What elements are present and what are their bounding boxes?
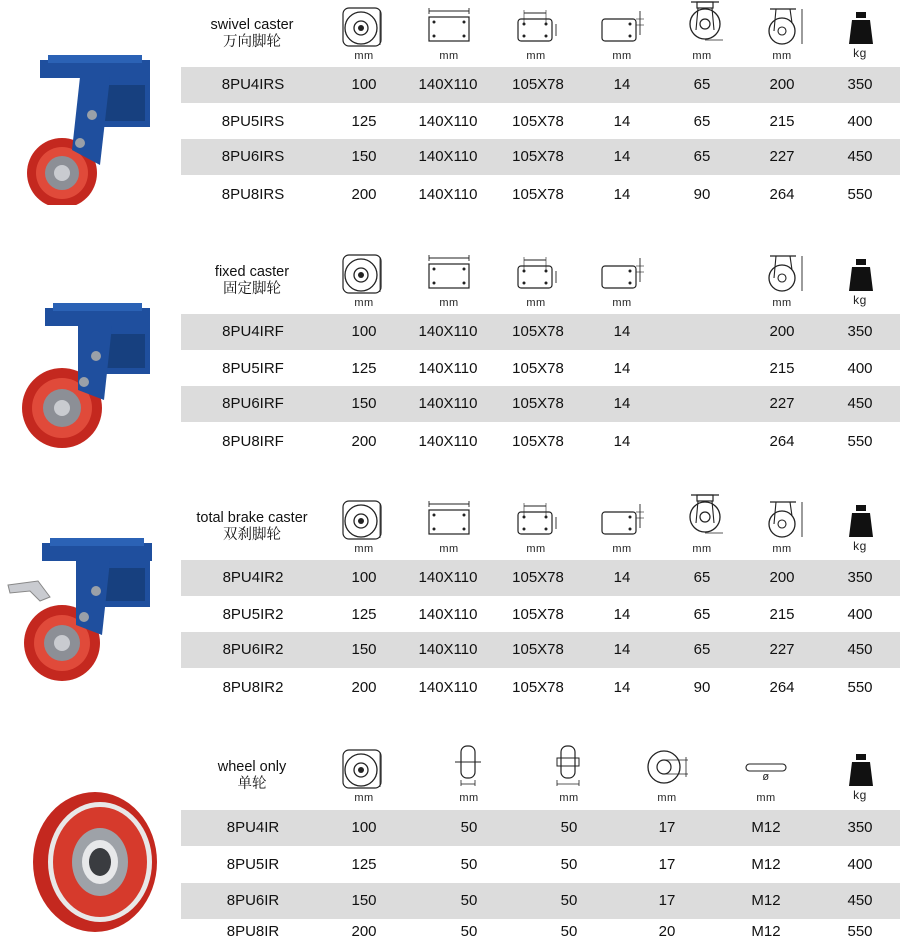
diameter-cell: 150: [351, 641, 377, 658]
thickness-cell: 14: [613, 679, 631, 696]
unit-label: mm: [756, 792, 776, 804]
table-row: [181, 810, 900, 846]
holes-cell: 105X78: [512, 148, 564, 165]
table-row: [181, 424, 900, 460]
holes-cell: 105X78: [512, 679, 564, 696]
holes-cell: 105X78: [512, 569, 564, 586]
table-row: [181, 67, 900, 103]
plate-thickness-icon: [598, 252, 646, 298]
table-row: [181, 920, 900, 944]
plate-cell: 140X110: [418, 323, 478, 340]
thickness-cell: 14: [613, 76, 631, 93]
bore-cell: 17: [658, 819, 676, 836]
axle-cell: M12: [751, 856, 781, 873]
model-cell: 8PU6IR2: [222, 641, 284, 658]
unit-label: mm: [772, 297, 792, 309]
wheel-front-icon: [340, 5, 388, 51]
model-cell: 8PU8IR: [226, 923, 280, 940]
plate-thickness-icon: [598, 5, 646, 51]
height-cell: 264: [769, 186, 795, 203]
unit-label: mm: [439, 50, 459, 62]
plate-cell: 140X110: [418, 569, 478, 586]
axle-cell: M12: [751, 923, 781, 940]
unit-label: mm: [612, 50, 632, 62]
offset-cell: 65: [693, 569, 711, 586]
holes-cell: 105X78: [512, 113, 564, 130]
offset-cell: 65: [693, 641, 711, 658]
top-plate-icon: [425, 252, 473, 298]
plate-cell: 140X110: [418, 641, 478, 658]
diameter-cell: 125: [351, 360, 377, 377]
load-cell: 550: [847, 679, 873, 696]
height-cell: 200: [769, 323, 795, 340]
load-cell: 350: [847, 323, 873, 340]
load-cell: 400: [847, 606, 873, 623]
offset-cell: 65: [693, 606, 711, 623]
thickness-cell: 14: [613, 569, 631, 586]
diameter-cell: 125: [351, 856, 377, 873]
unit-label: kg: [853, 539, 867, 553]
wheel-width-cell: 50: [460, 923, 478, 940]
plate-cell: 140X110: [418, 148, 478, 165]
section-caption: [182, 264, 322, 298]
caption-en: wheel only: [217, 759, 287, 775]
model-cell: 8PU4IRF: [222, 323, 284, 340]
model-cell: 8PU6IRF: [222, 395, 284, 412]
section-caption: [182, 510, 322, 544]
unit-label: mm: [692, 543, 712, 555]
total-brake-caster-section: [0, 493, 900, 708]
plate-cell: 140X110: [418, 113, 478, 130]
thickness-cell: 14: [613, 641, 631, 658]
offset-cell: 90: [693, 186, 711, 203]
diameter-cell: 150: [351, 892, 377, 909]
caption-en: fixed caster: [214, 264, 290, 280]
thickness-cell: 14: [613, 148, 631, 165]
load-cell: 350: [847, 76, 873, 93]
table-row: [181, 597, 900, 633]
plate-thickness-icon: [598, 498, 646, 544]
diameter-cell: 150: [351, 395, 377, 412]
model-cell: 8PU5IRS: [221, 113, 285, 130]
unit-label: mm: [772, 543, 792, 555]
holes-cell: 105X78: [512, 360, 564, 377]
unit-label: mm: [559, 792, 579, 804]
diameter-cell: 100: [351, 819, 377, 836]
fixed-caster-section: [0, 247, 900, 462]
thickness-cell: 14: [613, 186, 631, 203]
height-cell: 227: [769, 395, 795, 412]
bore-cell: 17: [658, 856, 676, 873]
diameter-cell: 100: [351, 76, 377, 93]
load-weight-icon: [846, 752, 876, 788]
swivel-offset-icon: [683, 0, 731, 46]
height-cell: 200: [769, 569, 795, 586]
bolt-hole-spacing-icon: [512, 252, 560, 298]
bore-cell: 20: [658, 923, 676, 940]
diameter-cell: 200: [351, 433, 377, 450]
bore-diameter-icon: [644, 745, 692, 791]
wheel-front-icon: [340, 498, 388, 544]
thickness-cell: 14: [613, 113, 631, 130]
table-row: [181, 560, 900, 596]
section-caption: [182, 759, 322, 793]
unit-label: mm: [772, 50, 792, 62]
holes-cell: 105X78: [512, 323, 564, 340]
caption-en: total brake caster: [196, 510, 308, 526]
load-cell: 350: [847, 569, 873, 586]
plate-cell: 140X110: [418, 395, 478, 412]
unit-label: kg: [853, 293, 867, 307]
thickness-cell: 14: [613, 323, 631, 340]
plate-cell: 140X110: [418, 360, 478, 377]
wheel-width-cell: 50: [460, 856, 478, 873]
load-weight-icon: [846, 257, 876, 293]
model-cell: 8PU8IRF: [222, 433, 284, 450]
model-cell: 8PU4IRS: [221, 76, 285, 93]
holes-cell: 105X78: [512, 186, 564, 203]
plate-cell: 140X110: [418, 679, 478, 696]
model-cell: 8PU6IR: [226, 892, 280, 909]
table-row: [181, 351, 900, 387]
height-cell: 227: [769, 641, 795, 658]
unit-label: mm: [657, 792, 677, 804]
diameter-cell: 200: [351, 186, 377, 203]
holes-cell: 105X78: [512, 606, 564, 623]
caption-cn: 单轮: [237, 776, 267, 792]
model-cell: 8PU8IR2: [222, 679, 284, 696]
thickness-cell: 14: [613, 433, 631, 450]
thickness-cell: 14: [613, 395, 631, 412]
swivel-offset-icon: [683, 493, 731, 539]
table-row: [181, 104, 900, 140]
unit-label: mm: [354, 792, 374, 804]
load-weight-icon: [846, 10, 876, 46]
holes-cell: 105X78: [512, 395, 564, 412]
overall-height-icon: [762, 252, 810, 298]
axle-diameter-symbol: ø: [762, 771, 770, 783]
plate-cell: 140X110: [418, 433, 478, 450]
model-cell: 8PU5IR: [226, 856, 280, 873]
wheel-width-cell: 50: [460, 819, 478, 836]
offset-cell: 90: [693, 679, 711, 696]
load-cell: 450: [847, 641, 873, 658]
unit-label: mm: [354, 50, 374, 62]
height-cell: 215: [769, 113, 795, 130]
model-cell: 8PU6IRS: [221, 148, 285, 165]
plate-cell: 140X110: [418, 186, 478, 203]
holes-cell: 105X78: [512, 76, 564, 93]
table-row: [181, 670, 900, 706]
offset-cell: 65: [693, 113, 711, 130]
unit-label: mm: [526, 50, 546, 62]
hub-length-icon: [547, 742, 591, 790]
plate-cell: 140X110: [418, 606, 478, 623]
unit-label: kg: [853, 788, 867, 802]
holes-cell: 105X78: [512, 433, 564, 450]
load-weight-icon: [846, 503, 876, 539]
unit-label: mm: [354, 297, 374, 309]
model-cell: 8PU4IR2: [222, 569, 284, 586]
load-cell: 400: [847, 360, 873, 377]
unit-label: mm: [526, 543, 546, 555]
load-cell: 450: [847, 395, 873, 412]
wheel-front-icon: [340, 747, 388, 793]
load-cell: 550: [847, 923, 873, 940]
table-row: [181, 139, 900, 175]
offset-cell: 65: [693, 148, 711, 165]
plate-cell: 140X110: [418, 76, 478, 93]
height-cell: 215: [769, 360, 795, 377]
load-cell: 400: [847, 113, 873, 130]
table-row: [181, 314, 900, 350]
load-cell: 350: [847, 819, 873, 836]
bolt-hole-spacing-icon: [512, 5, 560, 51]
table-row: [181, 847, 900, 883]
diameter-cell: 200: [351, 679, 377, 696]
model-cell: 8PU4IR: [226, 819, 280, 836]
diameter-cell: 100: [351, 323, 377, 340]
unit-label: mm: [612, 543, 632, 555]
load-cell: 550: [847, 186, 873, 203]
height-cell: 264: [769, 433, 795, 450]
diameter-cell: 125: [351, 113, 377, 130]
model-cell: 8PU5IRF: [222, 360, 284, 377]
swivel-caster-section: [0, 0, 900, 215]
caption-cn: 万向脚轮: [223, 34, 281, 50]
overall-height-icon: [762, 5, 810, 51]
load-cell: 450: [847, 892, 873, 909]
unit-label: mm: [459, 792, 479, 804]
wheel-width-icon: [447, 742, 491, 790]
bore-cell: 17: [658, 892, 676, 909]
height-cell: 215: [769, 606, 795, 623]
hub-length-cell: 50: [560, 923, 578, 940]
unit-label: mm: [612, 297, 632, 309]
hub-length-cell: 50: [560, 856, 578, 873]
load-cell: 550: [847, 433, 873, 450]
thickness-cell: 14: [613, 360, 631, 377]
bolt-hole-spacing-icon: [512, 498, 560, 544]
unit-label: mm: [439, 297, 459, 309]
load-cell: 450: [847, 148, 873, 165]
unit-label: kg: [853, 46, 867, 60]
thickness-cell: 14: [613, 606, 631, 623]
holes-cell: 105X78: [512, 641, 564, 658]
height-cell: 227: [769, 148, 795, 165]
top-plate-icon: [425, 5, 473, 51]
overall-height-icon: [762, 498, 810, 544]
hub-length-cell: 50: [560, 892, 578, 909]
table-row: [181, 177, 900, 213]
wheel-only-section: [0, 742, 900, 944]
diameter-cell: 125: [351, 606, 377, 623]
caption-en: swivel caster: [210, 17, 294, 33]
height-cell: 264: [769, 679, 795, 696]
wheel-width-cell: 50: [460, 892, 478, 909]
diameter-cell: 100: [351, 569, 377, 586]
axle-cell: M12: [751, 819, 781, 836]
height-cell: 200: [769, 76, 795, 93]
wheel-front-icon: [340, 252, 388, 298]
section-caption: [182, 17, 322, 51]
caption-cn: 固定脚轮: [223, 281, 281, 297]
caption-cn: 双刹脚轮: [223, 527, 281, 543]
offset-cell: 65: [693, 76, 711, 93]
unit-label: mm: [526, 297, 546, 309]
unit-label: mm: [354, 543, 374, 555]
top-plate-icon: [425, 498, 473, 544]
load-cell: 400: [847, 856, 873, 873]
table-row: [181, 883, 900, 919]
table-row: [181, 386, 900, 422]
axle-cell: M12: [751, 892, 781, 909]
unit-label: mm: [692, 50, 712, 62]
model-cell: 8PU5IR2: [222, 606, 284, 623]
unit-label: mm: [439, 543, 459, 555]
model-cell: 8PU8IRS: [221, 186, 285, 203]
diameter-cell: 200: [351, 923, 377, 940]
hub-length-cell: 50: [560, 819, 578, 836]
table-row: [181, 632, 900, 668]
diameter-cell: 150: [351, 148, 377, 165]
